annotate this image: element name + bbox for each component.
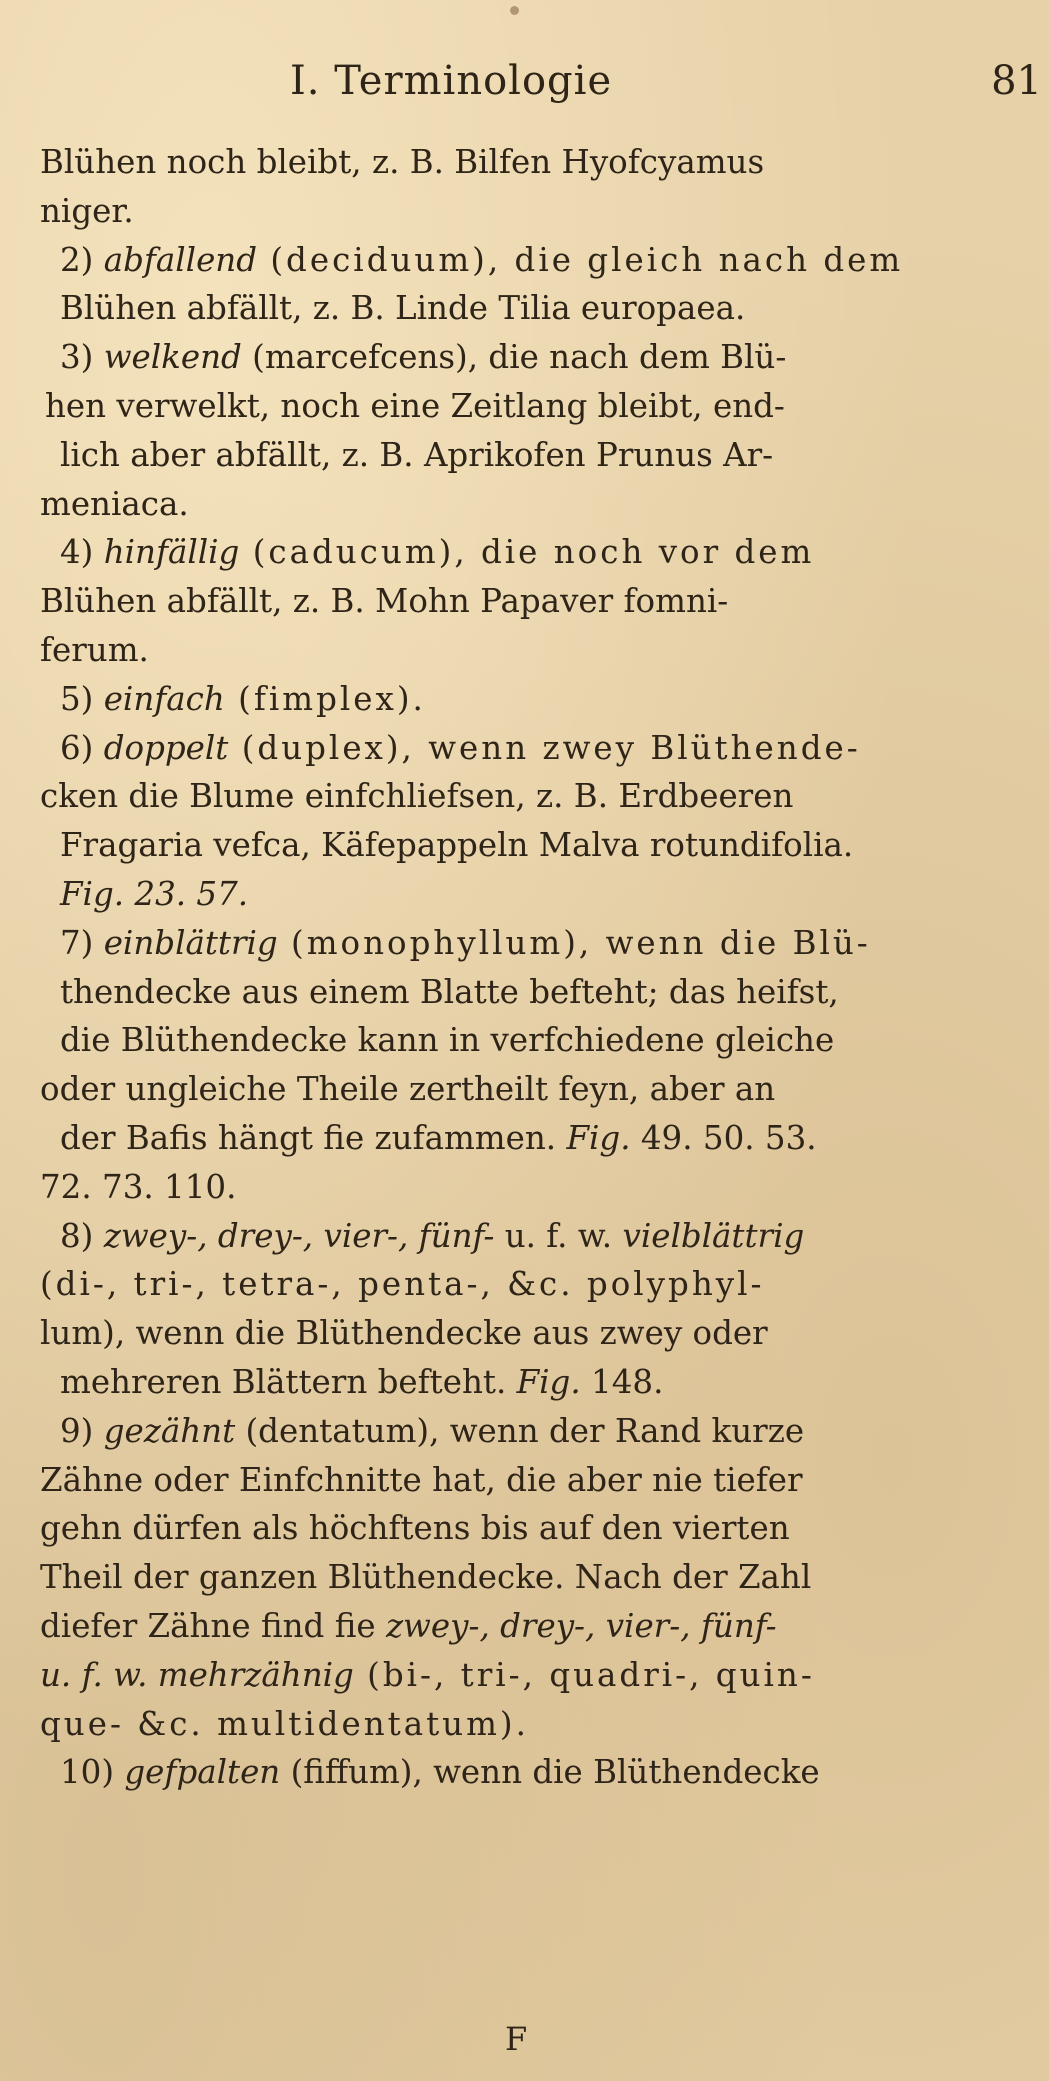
text-line: 7) einblättrig (monophyllum), wenn die Blü-	[60, 923, 871, 962]
text-line: Blühen abfällt, z. B. Linde Tilia europaea.	[60, 289, 746, 328]
section-title: I. Terminologie	[290, 58, 613, 104]
text-line: Blühen noch bleibt, z. B. Bilfen Hyofcyamus	[40, 143, 765, 181]
text-line: oder ungleiche Theile zertheilt feyn, aber an	[40, 1070, 776, 1109]
body-text	[40, 138, 1040, 1797]
text-line: 8) zwey-, drey-, vier-, fünf- u. f. w. vielblättrig	[60, 1216, 805, 1255]
text-line: diefer Zähne find fie zwey-, drey-, vier-, fünf-	[40, 1606, 777, 1645]
text-line: lich aber abfällt, z. B. Aprikofen Prunus Ar-	[60, 435, 774, 474]
text-line: hen verwelkt, noch eine Zeitlang bleibt, end-	[45, 386, 785, 425]
text-line: 4) hinfällig (caducum), die noch vor dem	[60, 533, 815, 572]
text-line: gehn dürfen als höchftens bis auf den vierten	[40, 1509, 790, 1548]
text-line: niger.	[40, 191, 134, 230]
text-line: 5) einfach (fimplex).	[60, 679, 426, 718]
text-line: 3) welkend (marcefcens), die nach dem Blü-	[60, 338, 787, 377]
text-line: mehreren Blättern befteht. Fig. 148.	[60, 1362, 664, 1401]
text-line: que- &c. multidentatum).	[40, 1704, 529, 1743]
text-line: lum), wenn die Blüthendecke aus zwey oder	[40, 1314, 768, 1353]
text-line: Blühen abfällt, z. B. Mohn Papaver fomni-	[40, 582, 729, 621]
text-line: 6) doppelt (duplex), wenn zwey Blüthende-	[60, 728, 861, 767]
text-line: der Bafis hängt fie zufammen. Fig. 49. 50. 53.	[60, 1118, 817, 1157]
signature-mark: F	[505, 2020, 528, 2058]
text-line: 10) gefpalten (fiffum), wenn die Blüthendecke	[60, 1753, 820, 1792]
running-header	[0, 58, 1049, 118]
text-line: die Blüthendecke kann in verfchiedene gleiche	[60, 1021, 835, 1060]
text-line: cken die Blume einfchliefsen, z. B. Erdbeeren	[40, 777, 794, 816]
text-line: thendecke aus einem Blatte befteht; das heifst,	[60, 972, 839, 1011]
text-line: 9) gezähnt (dentatum), wenn der Rand kurze	[60, 1411, 805, 1450]
text-line: u. f. w. mehrzähnig (bi-, tri-, quadri-, quin-	[40, 1655, 815, 1694]
page-blemish	[510, 6, 519, 15]
text-line: meniaca.	[40, 484, 189, 523]
text-line: Zähne oder Einfchnitte hat, die aber nie tiefer	[40, 1460, 803, 1499]
text-line: Theil der ganzen Blüthendecke. Nach der Zahl	[40, 1558, 812, 1597]
text-line: 2) abfallend (deciduum), die gleich nach dem	[60, 240, 904, 279]
text-line: (di-, tri-, tetra-, penta-, &c. polyphyl-	[40, 1265, 765, 1304]
page-number: 81	[991, 58, 1042, 104]
text-line: Fig. 23. 57.	[60, 874, 249, 913]
text-line: 72. 73. 110.	[40, 1167, 237, 1206]
text-line: Fragaria vefca, Käfepappeln Malva rotundifolia.	[60, 826, 854, 865]
text-line: ferum.	[40, 630, 149, 669]
